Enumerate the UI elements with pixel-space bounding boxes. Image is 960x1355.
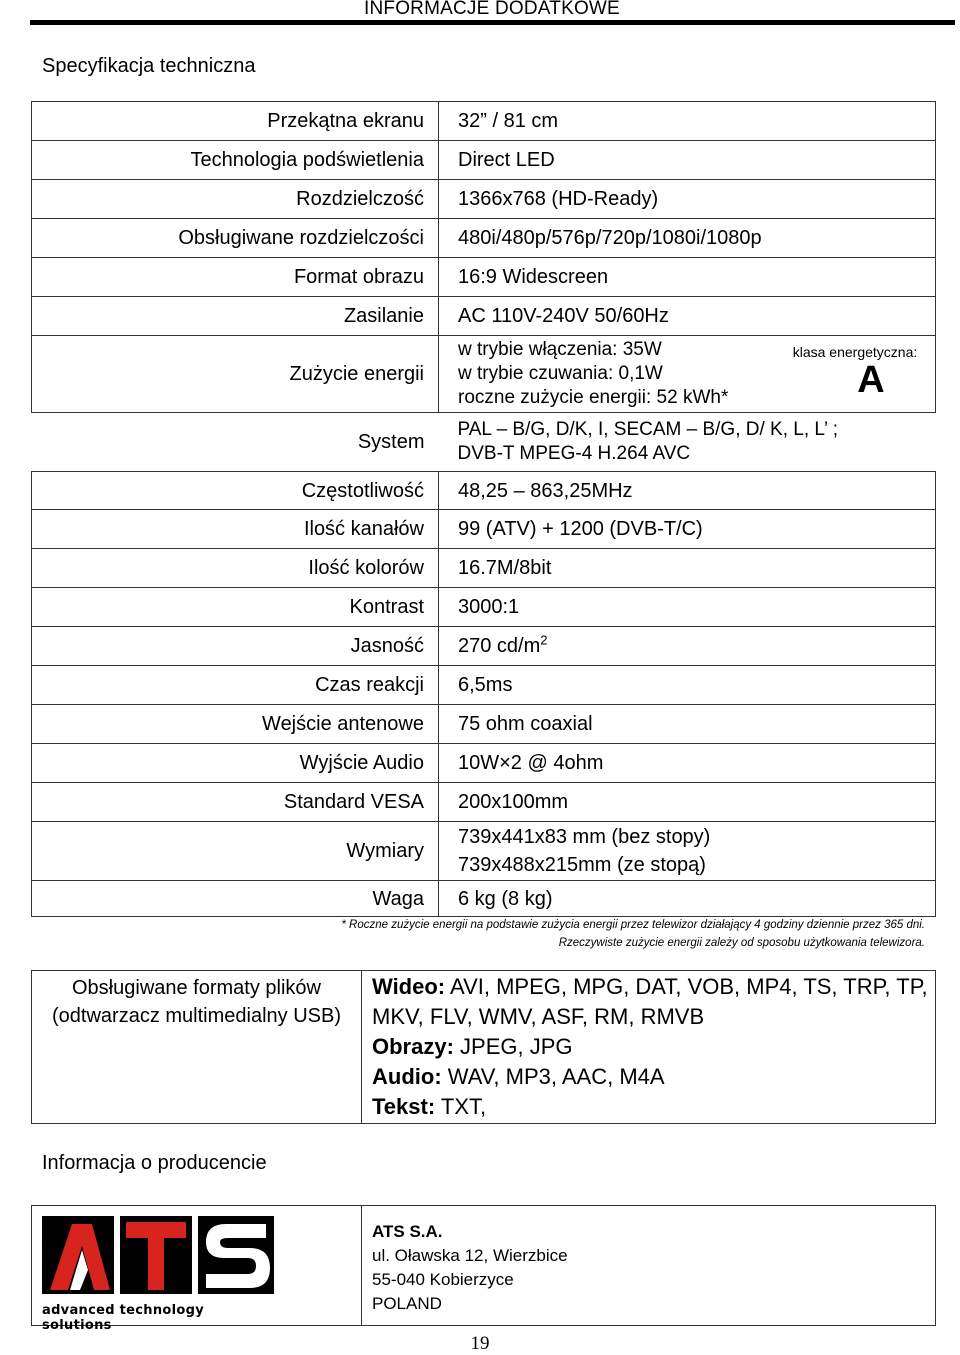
ats-logo-graphic xyxy=(42,1216,274,1296)
header-rule xyxy=(30,20,955,25)
spec-value: 6,5ms xyxy=(439,666,936,705)
spec-value: 480i/480p/576p/720p/1080i/1080p xyxy=(439,219,936,258)
video-value: AVI, MPEG, MPG, DAT, VOB, MP4, TS, TRP, TP, MKV, FLV, WMV, ASF, RM, RMVB xyxy=(372,974,928,1029)
spec-row xyxy=(32,258,936,297)
spec-value: 99 (ATV) + 1200 (DVB-T/C) xyxy=(439,510,936,549)
header-title: INFORMACJE DODATKOWE xyxy=(364,0,620,19)
logo-cell xyxy=(32,1206,362,1333)
spec-row xyxy=(32,588,936,627)
spec-value: 10W×2 @ 4ohm xyxy=(439,744,936,783)
producer-heading: Informacja o producencie xyxy=(42,1152,267,1174)
brightness-value xyxy=(439,627,936,666)
file-formats-row xyxy=(32,971,936,1124)
text-value: TXT, xyxy=(435,1094,487,1119)
file-formats-table xyxy=(31,970,936,1124)
producer-city: 55-040 Kobierzyce xyxy=(372,1270,514,1289)
spec-label: Kontrast xyxy=(32,588,439,627)
spec-value: 16.7M/8bit xyxy=(439,549,936,588)
spec-label: Technologia podświetlenia xyxy=(32,141,439,180)
spec-value: 48,25 – 863,25MHz xyxy=(439,472,936,510)
video-label: Wideo: xyxy=(372,974,446,999)
dimensions-label: Wymiary xyxy=(32,822,439,881)
dimensions-line-2: 739x488x215mm (ze stopą) xyxy=(458,854,706,876)
audio-label: Audio: xyxy=(372,1064,442,1089)
spec-row-energy xyxy=(32,336,936,413)
spec-row-weight xyxy=(32,881,936,917)
spec-label: Przekątna ekranu xyxy=(32,102,439,141)
dimensions-value xyxy=(439,822,936,881)
producer-country: POLAND xyxy=(372,1294,442,1313)
page-number: 19 xyxy=(470,1333,490,1354)
spec-table xyxy=(31,101,936,917)
spec-row xyxy=(32,180,936,219)
file-formats-label xyxy=(32,971,362,1124)
spec-row xyxy=(32,219,936,258)
spec-label: Format obrazu xyxy=(32,258,439,297)
brightness-sup: 2 xyxy=(540,632,548,648)
file-formats-value xyxy=(362,971,936,1124)
spec-label: Wyjście Audio xyxy=(32,744,439,783)
file-formats-label-line-1: Obsługiwane formaty plików xyxy=(72,977,321,999)
spec-row xyxy=(32,666,936,705)
energy-class-label: klasa energetyczna: xyxy=(792,344,918,360)
file-formats-label-line-2: (odtwarzacz multimedialny USB) xyxy=(52,1005,341,1027)
spec-row xyxy=(32,141,936,180)
spec-row-brightness xyxy=(32,627,936,666)
spec-heading: Specyfikacja techniczna xyxy=(42,55,256,77)
system-line-1: PAL – B/G, D/K, I, SECAM – B/G, D/ K, L, L’ ; xyxy=(457,419,838,440)
text-formats xyxy=(372,1092,934,1122)
logo-caption: advanced technology solutions xyxy=(42,1303,204,1333)
spec-label: Czas reakcji xyxy=(32,666,439,705)
energy-label: Zużycie energii xyxy=(32,336,439,413)
brightness-label: Jasność xyxy=(32,627,439,666)
spec-label: Rozdzielczość xyxy=(32,180,439,219)
weight-label: Waga xyxy=(32,881,439,917)
audio-formats xyxy=(372,1062,934,1092)
spec-label: Standard VESA xyxy=(32,783,439,822)
spec-label: Obsługiwane rozdzielczości xyxy=(32,219,439,258)
spec-row xyxy=(32,783,936,822)
spec-label: Częstotliwość xyxy=(32,472,439,510)
spec-value: 32” / 81 cm xyxy=(439,102,936,141)
spec-value: 1366x768 (HD-Ready) xyxy=(439,180,936,219)
spec-row xyxy=(32,549,936,588)
page-header xyxy=(0,0,960,20)
dimensions-line-1: 739x441x83 mm (bez stopy) xyxy=(458,826,711,848)
spec-label: Wejście antenowe xyxy=(32,705,439,744)
footnote-line-1: * Roczne zużycie energii na podstawie zużycia energii przez telewizor działający 4 godziny dziennie przez 365 dni. xyxy=(341,919,925,931)
producer-company: ATS S.A. xyxy=(372,1222,443,1241)
image-formats xyxy=(372,1032,934,1062)
video-formats xyxy=(372,972,934,1032)
energy-class xyxy=(785,340,925,401)
energy-class-value: A xyxy=(857,359,885,401)
spec-row-dimensions xyxy=(32,822,936,881)
weight-value: 6 kg (8 kg) xyxy=(439,881,936,917)
spec-row-system xyxy=(32,413,936,472)
footnote-line-2: Rzeczywiste zużycie energii zależy od sposobu użytkowania telewizora. xyxy=(558,937,925,949)
spec-value: 3000:1 xyxy=(439,588,936,627)
ats-logo xyxy=(42,1216,274,1333)
images-value: JPEG, JPG xyxy=(453,1034,573,1059)
spec-row xyxy=(32,705,936,744)
spec-row xyxy=(32,510,936,549)
spec-label: Ilość kanałów xyxy=(32,510,439,549)
system-label: System xyxy=(32,413,439,472)
spec-row xyxy=(32,297,936,336)
system-line-2: DVB-T MPEG-4 H.264 AVC xyxy=(457,443,691,464)
spec-value: Direct LED xyxy=(439,141,936,180)
energy-value xyxy=(439,336,936,413)
spec-row xyxy=(32,744,936,783)
energy-on-mode: w trybie włączenia: 35W xyxy=(458,339,662,360)
energy-standby: w trybie czuwania: 0,1W xyxy=(458,363,663,384)
energy-annual: roczne zużycie energii: 52 kWh* xyxy=(458,387,729,408)
spec-value: 200x100mm xyxy=(439,783,936,822)
audio-value: WAV, MP3, AAC, M4A xyxy=(441,1064,665,1089)
system-value xyxy=(439,413,936,472)
brightness-number: 270 cd/m xyxy=(458,635,541,657)
producer-table xyxy=(31,1205,936,1333)
spec-value: AC 110V-240V 50/60Hz xyxy=(439,297,936,336)
spec-label: Ilość kolorów xyxy=(32,549,439,588)
spec-row xyxy=(32,102,936,141)
producer-row xyxy=(32,1206,936,1326)
producer-address xyxy=(362,1206,936,1326)
spec-label: Zasilanie xyxy=(32,297,439,336)
spec-value: 16:9 Widescreen xyxy=(439,258,936,297)
images-label: Obrazy: xyxy=(372,1034,454,1059)
spec-value: 75 ohm coaxial xyxy=(439,705,936,744)
text-label: Tekst: xyxy=(372,1094,436,1119)
producer-street: ul. Oławska 12, Wierzbice xyxy=(372,1246,568,1265)
spec-row xyxy=(32,472,936,510)
